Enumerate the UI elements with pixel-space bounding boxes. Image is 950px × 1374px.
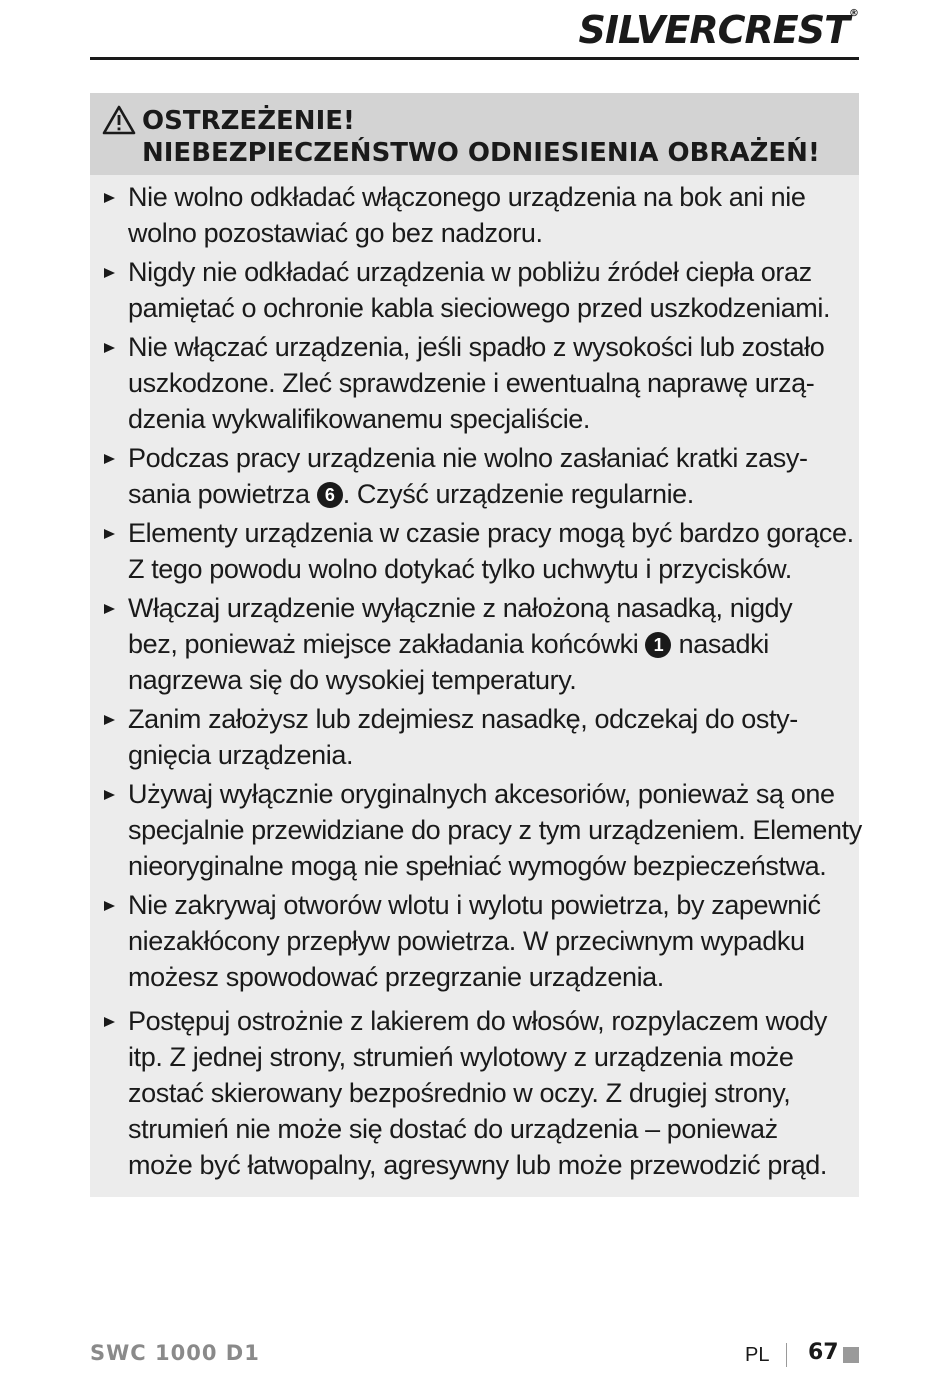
list-item: Używaj wyłącznie oryginalnych akcesoriów, ponieważ są one specjalnie przewidziane do pracy z tym urządzeniem. Elementy nieoryginalne mogą nie spełniać wymogów bezpieczeństwa. [90, 776, 859, 884]
warning-list [90, 179, 862, 1186]
part-number-badge: 6 [317, 482, 343, 508]
list-item: Nie włączać urządzenia, jeśli spadło z wysokości lub zostało uszkodzone. Zleć sprawdzenie i ewentualną naprawę urzą- dzenia wykwalifikowanemu specjaliście. [90, 329, 859, 437]
bullet-arrow-icon [104, 790, 115, 800]
list-item: Nie zakrywaj otworów wlotu i wylotu powietrza, by zapewnić niezakłócony przepływ powietrza. W przeciwnym wypadku możesz spowodować przegrzanie urządzenia. [90, 887, 859, 995]
bullet-arrow-icon [104, 193, 115, 203]
list-item: Włączaj urządzenie wyłącznie z nałożoną nasadką, nigdy bez, ponieważ miejsce zakładania końcówki 1 nasadki nagrzewa się do wysokiej temperatury. [90, 590, 859, 698]
warning-box [90, 93, 862, 1197]
list-item: Nie wolno odkładać włączonego urządzenia na bok ani nie wolno pozostawiać go bez nadzoru. [90, 179, 859, 251]
bullet-arrow-icon [104, 604, 115, 614]
footer-language: PL [745, 1344, 770, 1366]
bullet-arrow-icon [104, 715, 115, 725]
warning-header [90, 93, 859, 175]
warning-title-line1: OSTRZEŻENIE! [142, 106, 355, 136]
list-item: Postępuj ostrożnie z lakierem do włosów, rozpylaczem wody itp. Z jednej strony, strumień wylotowy z urządzenia może zostać skierowany bezpośrednio w oczy. Z drugiej strony, strumień nie może się dostać do urządzenia – ponieważ może być łatwopalny, agresywny lub może przewodzić prąd. [90, 1003, 859, 1183]
bullet-arrow-icon [104, 268, 115, 278]
bullet-arrow-icon [104, 529, 115, 539]
warning-title-line2: NIEBEZPIECZEŃSTWO ODNIESIENIA OBRAŻEŃ! [142, 138, 820, 168]
footer-model: SWC 1000 D1 [90, 1341, 260, 1365]
header-rule [90, 57, 859, 60]
warning-title [142, 105, 820, 169]
part-number-badge: 1 [645, 632, 671, 658]
bullet-arrow-icon [104, 1017, 115, 1027]
page-marker-square [843, 1347, 859, 1363]
list-item: Nigdy nie odkładać urządzenia w pobliżu źródeł ciepła oraz pamiętać o ochronie kabla sieciowego przed uszkodzeniami. [90, 254, 859, 326]
page-number: 67 [808, 1340, 839, 1365]
footer-divider [786, 1343, 787, 1367]
brand-logo: SILVERCREST® [578, 8, 858, 52]
bullet-arrow-icon [104, 901, 115, 911]
bullet-arrow-icon [104, 343, 115, 353]
warning-triangle-icon [102, 105, 136, 135]
list-item: Zanim założysz lub zdejmiesz nasadkę, odczekaj do osty- gnięcia urządzenia. [90, 701, 859, 773]
bullet-arrow-icon [104, 454, 115, 464]
list-item: Podczas pracy urządzenia nie wolno zasłaniać kratki zasy- sania powietrza 6 . Czyść urządzenie regularnie. [90, 440, 859, 512]
list-item: Elementy urządzenia w czasie pracy mogą być bardzo gorące. Z tego powodu wolno dotykać tylko uchwytu i przycisków. [90, 515, 859, 587]
